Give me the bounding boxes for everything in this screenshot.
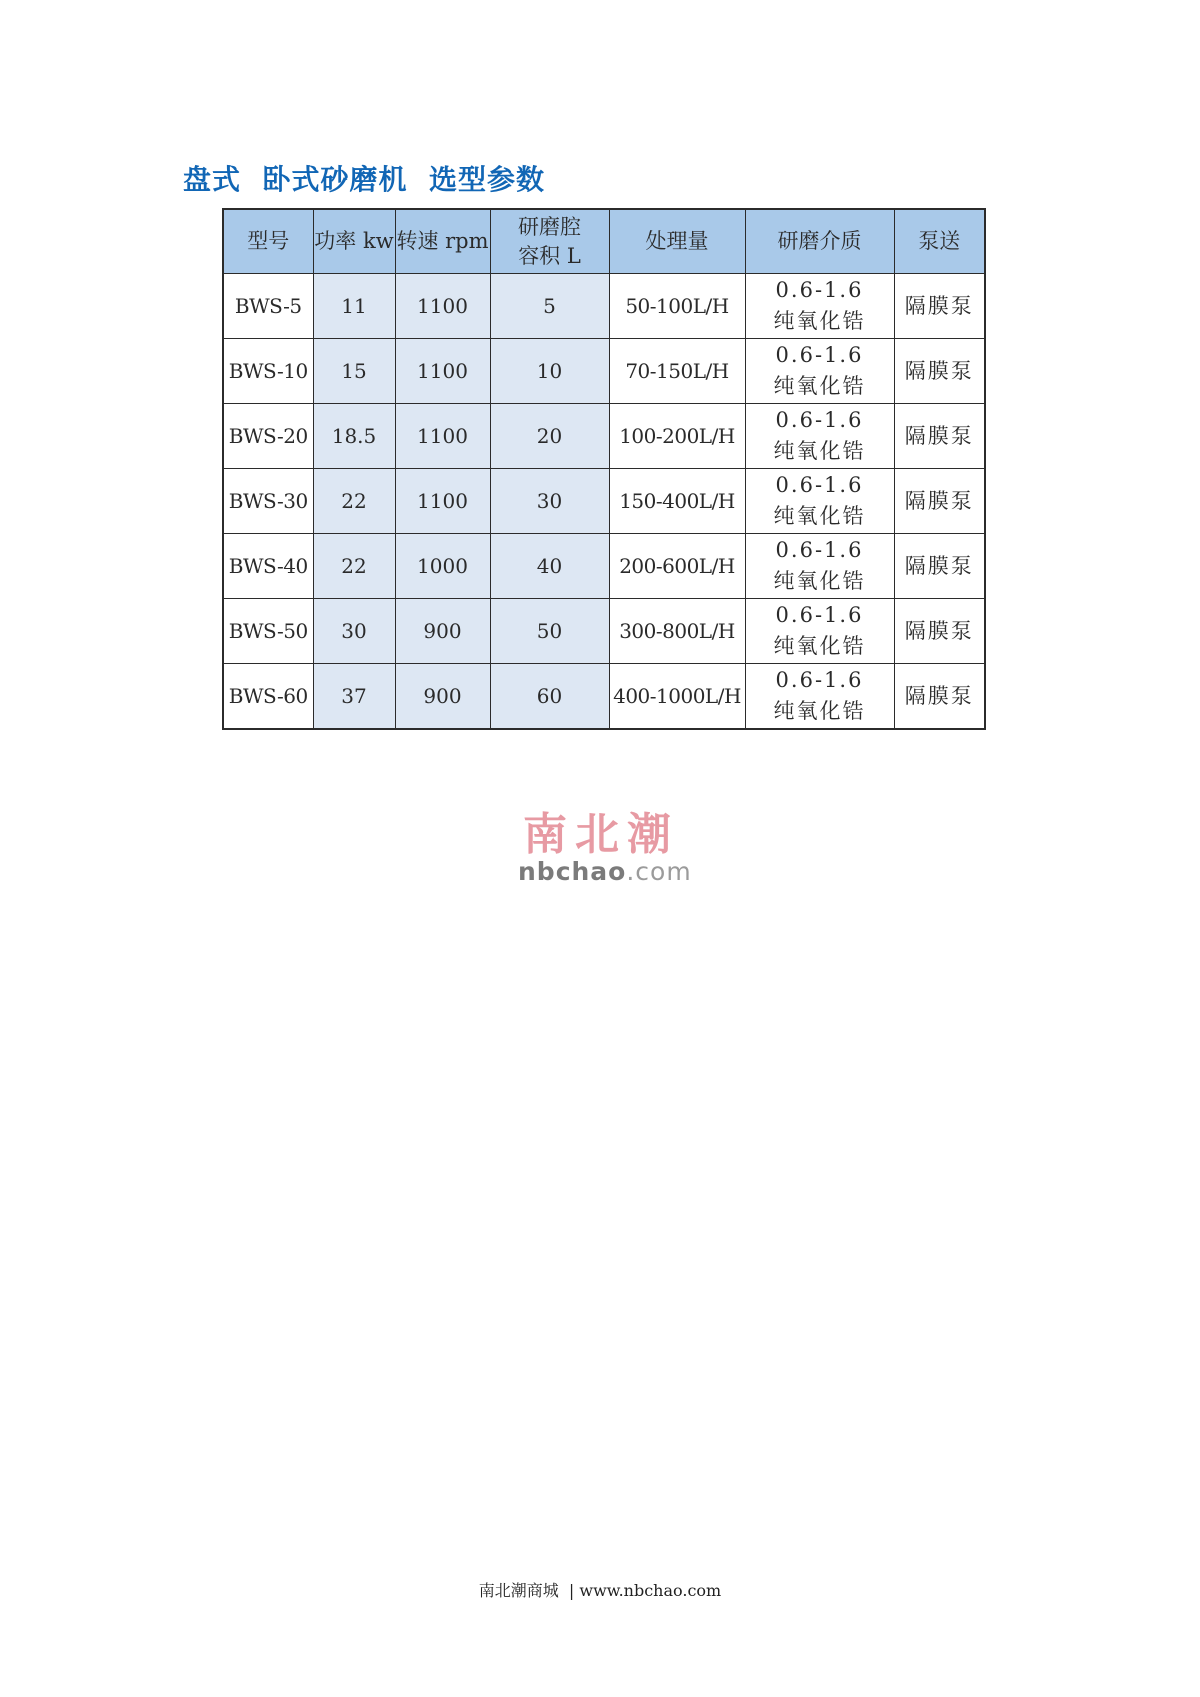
cell-volume: 40 xyxy=(490,534,609,599)
header-chamber-volume: 研磨腔 容积 L xyxy=(490,209,609,274)
cell-model: BWS-60 xyxy=(223,664,313,730)
cell-capacity: 150-400L/H xyxy=(609,469,745,534)
table-row xyxy=(223,599,985,664)
cell-model: BWS-50 xyxy=(223,599,313,664)
cell-power: 22 xyxy=(313,469,395,534)
cell-speed: 1100 xyxy=(395,404,490,469)
cell-capacity: 70-150L/H xyxy=(609,339,745,404)
cell-power: 30 xyxy=(313,599,395,664)
cell-volume: 50 xyxy=(490,599,609,664)
table-row xyxy=(223,534,985,599)
cell-speed: 1100 xyxy=(395,469,490,534)
cell-capacity: 200-600L/H xyxy=(609,534,745,599)
cell-pump: 隔膜泵 xyxy=(894,664,985,730)
cell-pump: 隔膜泵 xyxy=(894,534,985,599)
watermark-domain: nbchao.com xyxy=(518,857,692,886)
cell-pump: 隔膜泵 xyxy=(894,274,985,339)
cell-pump: 隔膜泵 xyxy=(894,339,985,404)
document-title: 盘式 卧式砂磨机 选型参数 xyxy=(183,163,545,196)
cell-grinding-media: 0.6-1.6 纯氧化锆 xyxy=(745,534,894,599)
cell-grinding-media: 0.6-1.6 纯氧化锆 xyxy=(745,339,894,404)
cell-power: 22 xyxy=(313,534,395,599)
cell-speed: 1100 xyxy=(395,339,490,404)
cell-capacity: 400-1000L/H xyxy=(609,664,745,730)
header-power: 功率 kw xyxy=(313,209,395,274)
page-footer: 南北潮商城 | www.nbchao.com xyxy=(478,1581,722,1600)
cell-volume: 5 xyxy=(490,274,609,339)
watermark-chinese: 南北潮 xyxy=(523,809,679,860)
header-capacity: 处理量 xyxy=(609,209,745,274)
cell-capacity: 50-100L/H xyxy=(609,274,745,339)
cell-model: BWS-40 xyxy=(223,534,313,599)
cell-speed: 1000 xyxy=(395,534,490,599)
cell-grinding-media: 0.6-1.6 纯氧化锆 xyxy=(745,274,894,339)
cell-volume: 20 xyxy=(490,404,609,469)
cell-pump: 隔膜泵 xyxy=(894,599,985,664)
cell-pump: 隔膜泵 xyxy=(894,469,985,534)
cell-model: BWS-20 xyxy=(223,404,313,469)
cell-grinding-media: 0.6-1.6 纯氧化锆 xyxy=(745,664,894,730)
cell-model: BWS-30 xyxy=(223,469,313,534)
header-pump: 泵送 xyxy=(894,209,985,274)
cell-model: BWS-5 xyxy=(223,274,313,339)
header-model: 型号 xyxy=(223,209,313,274)
cell-grinding-media: 0.6-1.6 纯氧化锆 xyxy=(745,404,894,469)
header-grinding-media: 研磨介质 xyxy=(745,209,894,274)
cell-volume: 60 xyxy=(490,664,609,730)
cell-capacity: 100-200L/H xyxy=(609,404,745,469)
cell-volume: 10 xyxy=(490,339,609,404)
table-header-row xyxy=(223,209,985,274)
cell-capacity: 300-800L/H xyxy=(609,599,745,664)
cell-speed: 1100 xyxy=(395,274,490,339)
header-speed: 转速 rpm xyxy=(395,209,490,274)
cell-power: 37 xyxy=(313,664,395,730)
table-row xyxy=(223,469,985,534)
table-row xyxy=(223,274,985,339)
cell-power: 18.5 xyxy=(313,404,395,469)
cell-speed: 900 xyxy=(395,599,490,664)
table-row xyxy=(223,664,985,730)
cell-grinding-media: 0.6-1.6 纯氧化锆 xyxy=(745,469,894,534)
cell-model: BWS-10 xyxy=(223,339,313,404)
cell-speed: 900 xyxy=(395,664,490,730)
table-row xyxy=(223,404,985,469)
cell-volume: 30 xyxy=(490,469,609,534)
cell-pump: 隔膜泵 xyxy=(894,404,985,469)
selection-parameters-table xyxy=(222,208,986,730)
nbchao-watermark-logo xyxy=(518,809,692,886)
table-row xyxy=(223,339,985,404)
cell-power: 11 xyxy=(313,274,395,339)
cell-power: 15 xyxy=(313,339,395,404)
cell-grinding-media: 0.6-1.6 纯氧化锆 xyxy=(745,599,894,664)
